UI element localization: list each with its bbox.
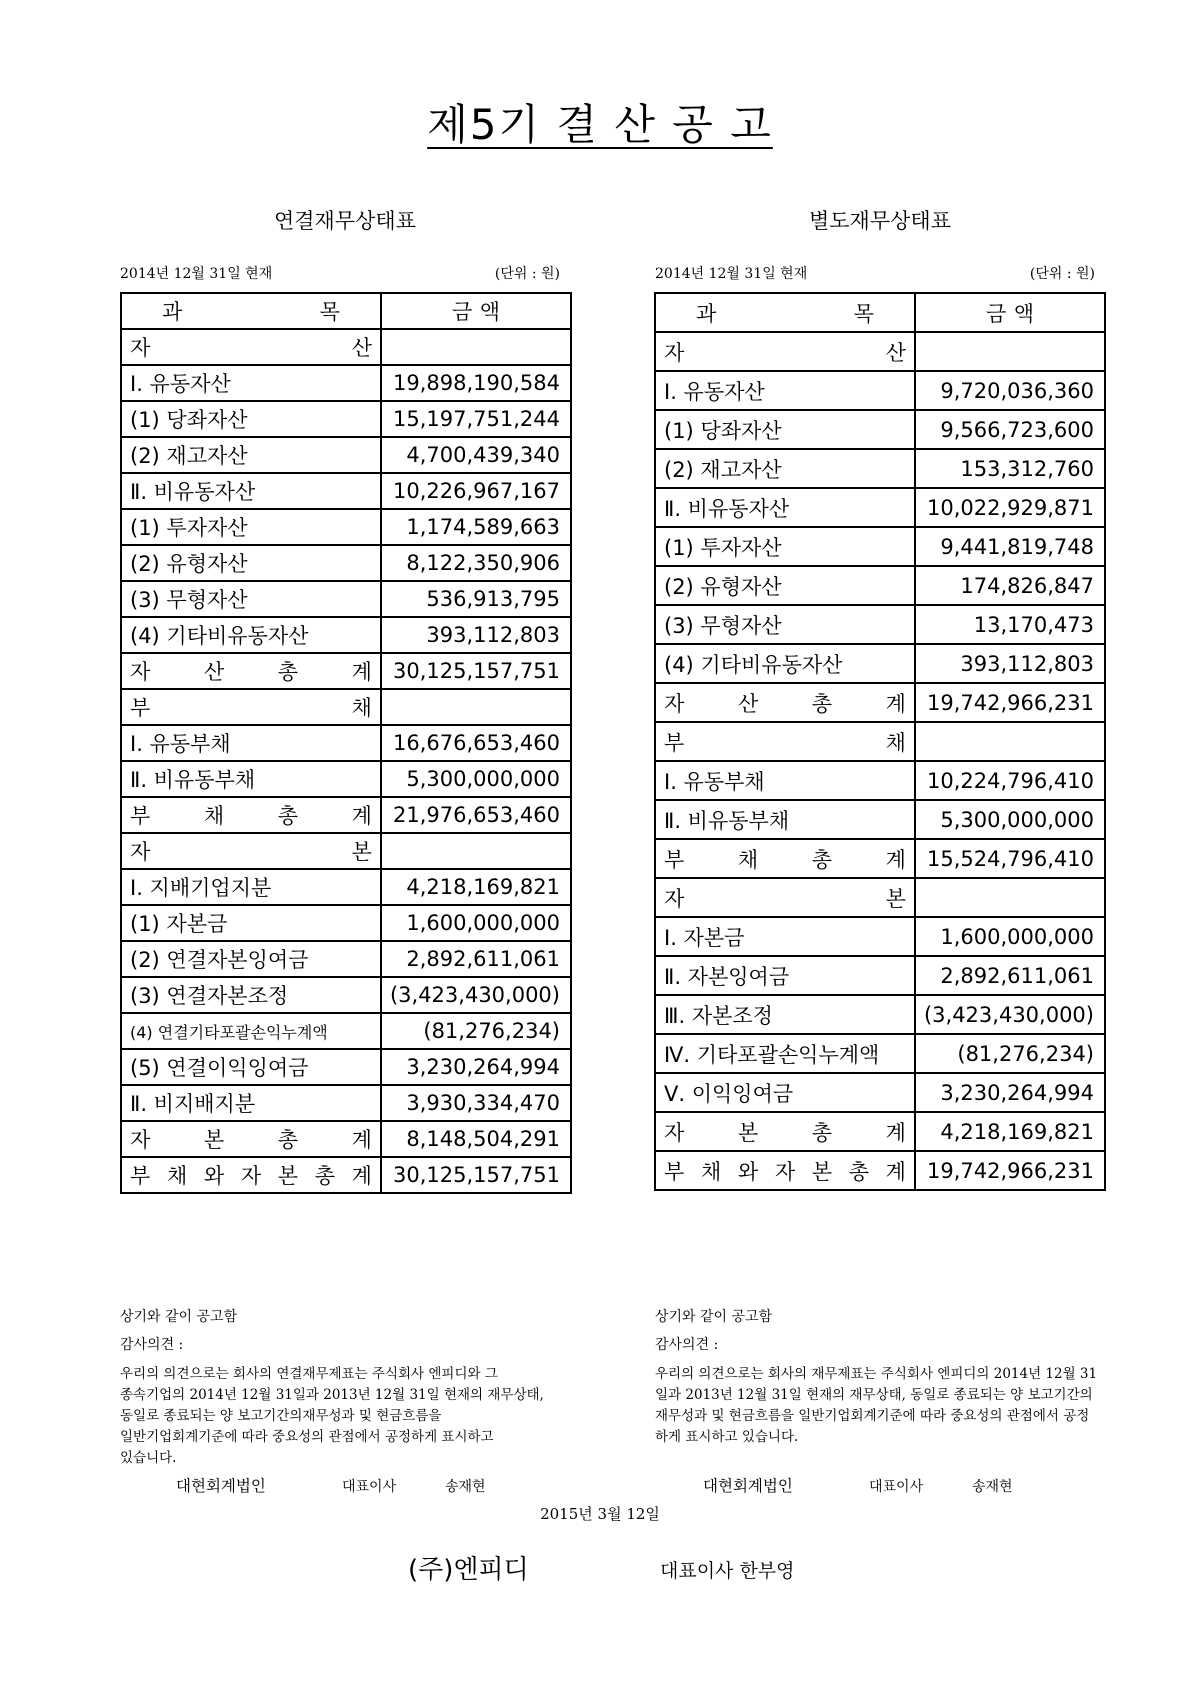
row-label: Ⅰ. 유동부채 [655, 761, 915, 800]
row-amount: (81,276,234) [915, 1034, 1105, 1073]
row-amount: 21,976,653,460 [381, 797, 571, 833]
row-amount [381, 689, 571, 725]
row-label: (2) 유형자산 [121, 545, 381, 581]
row-amount: 10,224,796,410 [915, 761, 1105, 800]
row-amount: 13,170,473 [915, 605, 1105, 644]
table-header [121, 293, 571, 329]
table-row [121, 437, 571, 473]
row-label: 자 본 총 계 [655, 1112, 915, 1151]
consolidated-note: 상기와 같이 공고함 [120, 1309, 238, 1325]
ceo-signature: 대표이사 한부영 [660, 1560, 795, 1582]
separate-rep-title: 대표이사 [869, 1479, 924, 1495]
table-row [655, 410, 1105, 449]
row-label: Ⅰ. 자본금 [655, 917, 915, 956]
row-amount: 153,312,760 [915, 449, 1105, 488]
table-row [121, 329, 571, 365]
table-row [121, 545, 571, 581]
row-amount: 9,441,819,748 [915, 527, 1105, 566]
row-label: (5) 연결이익잉여금 [121, 1049, 381, 1085]
company-name: (주)엔피디 [408, 1555, 529, 1585]
row-amount [915, 878, 1105, 917]
consolidated-date: 2014년 12월 31일 현재 [120, 266, 273, 282]
row-label: 부 채 총 계 [121, 797, 381, 833]
table-row [655, 1112, 1105, 1151]
row-amount: 4,700,439,340 [381, 437, 571, 473]
row-label: 부 채 와 자 본 총 계 [121, 1157, 381, 1193]
row-label: 부 채 [655, 722, 915, 761]
row-label: Ⅱ. 비유동부채 [655, 800, 915, 839]
separate-date: 2014년 12월 31일 현재 [655, 266, 808, 282]
item-header: 과 목 [121, 293, 381, 329]
table-row [121, 941, 571, 977]
table-row [655, 488, 1105, 527]
table-row [121, 653, 571, 689]
table-row [121, 473, 571, 509]
opinion-line: 동일로 종료되는 양 보고기간의재무성과 및 현금흐름을 [120, 1408, 442, 1424]
opinion-line: 우리의 의견으로는 회사의 연결재무제표는 주식회사 엔피디와 그 [120, 1366, 498, 1382]
table-row [121, 401, 571, 437]
table-row [655, 1151, 1105, 1190]
row-amount: 174,826,847 [915, 566, 1105, 605]
consolidated-balance-sheet [120, 292, 572, 1194]
opinion-line: 있습니다. [120, 1450, 177, 1466]
row-amount: 393,112,803 [381, 617, 571, 653]
amount-header: 금 액 [915, 293, 1105, 332]
row-label: Ⅱ. 비유동자산 [121, 473, 381, 509]
table-row [655, 566, 1105, 605]
table-row [121, 581, 571, 617]
row-label: Ⅱ. 비유동부채 [121, 761, 381, 797]
row-label: (4) 기타비유동자산 [121, 617, 381, 653]
table-row [655, 800, 1105, 839]
consolidated-audit-label: 감사의견 : [120, 1337, 184, 1353]
table-row [121, 1013, 571, 1049]
row-amount: 4,218,169,821 [381, 869, 571, 905]
table-row [655, 683, 1105, 722]
opinion-line: 종속기업의 2014년 12월 31일과 2013년 12월 31일 현재의 재무상태, [120, 1387, 544, 1403]
row-amount: (3,423,430,000) [915, 995, 1105, 1034]
separate-unit: (단위 : 원) [1029, 266, 1095, 282]
row-amount: 1,174,589,663 [381, 509, 571, 545]
table-row [655, 1073, 1105, 1112]
row-amount: 19,898,190,584 [381, 365, 571, 401]
row-label: (3) 연결자본조정 [121, 977, 381, 1013]
row-amount: 5,300,000,000 [381, 761, 571, 797]
amount-header: 금 액 [381, 293, 571, 329]
row-label: Ⅱ. 비지배지분 [121, 1085, 381, 1121]
row-label: Ⅰ. 유동자산 [121, 365, 381, 401]
separate-rep-name: 송재현 [972, 1479, 1013, 1495]
row-label: Ⅰ. 유동부채 [121, 725, 381, 761]
consolidated-rep-title: 대표이사 [342, 1479, 397, 1495]
row-label: (4) 연결기타포괄손익누계액 [121, 1013, 381, 1049]
separate-auditor: 대현회계법인 [703, 1477, 793, 1495]
row-label: (3) 무형자산 [655, 605, 915, 644]
consolidated-rep-name: 송재현 [445, 1479, 486, 1495]
table-row [121, 1157, 571, 1193]
row-amount: 10,226,967,167 [381, 473, 571, 509]
table-row [655, 956, 1105, 995]
opinion-line: 일과 2013년 12월 31일 현재의 재무상태, 동일로 종료되는 양 보고기간의 [655, 1387, 1093, 1403]
row-amount: 3,230,264,994 [915, 1073, 1105, 1112]
table-row [121, 761, 571, 797]
page-title: 제5기 결 산 공 고 [427, 100, 773, 149]
row-amount: 536,913,795 [381, 581, 571, 617]
separate-title: 별도재무상태표 [808, 209, 951, 233]
row-amount: 10,022,929,871 [915, 488, 1105, 527]
row-amount: 30,125,157,751 [381, 653, 571, 689]
table-row [121, 725, 571, 761]
table-row [655, 644, 1105, 683]
row-label: Ⅰ. 유동자산 [655, 371, 915, 410]
row-amount [915, 332, 1105, 371]
row-amount: 1,600,000,000 [381, 905, 571, 941]
separate-audit-label: 감사의견 : [655, 1337, 719, 1353]
row-amount: 30,125,157,751 [381, 1157, 571, 1193]
row-amount: 1,600,000,000 [915, 917, 1105, 956]
table-row [121, 617, 571, 653]
table-row [121, 1085, 571, 1121]
row-amount: 15,197,751,244 [381, 401, 571, 437]
row-amount: 19,742,966,231 [915, 683, 1105, 722]
table-row [121, 689, 571, 725]
row-label: (1) 투자자산 [655, 527, 915, 566]
row-label: 자 산 [655, 332, 915, 371]
row-label: (1) 투자자산 [121, 509, 381, 545]
row-label: Ⅱ. 자본잉여금 [655, 956, 915, 995]
opinion-line: 재무성과 및 현금흐름을 일반기업회계기준에 따라 중요성의 관점에서 공정 [655, 1408, 1090, 1424]
row-label: Ⅱ. 비유동자산 [655, 488, 915, 527]
row-label: (2) 연결자본잉여금 [121, 941, 381, 977]
row-label: 부 채 [121, 689, 381, 725]
table-row [655, 995, 1105, 1034]
table-row [121, 905, 571, 941]
opinion-line: 우리의 의견으로는 회사의 재무제표는 주식회사 엔피디의 2014년 12월 31 [655, 1366, 1098, 1382]
table-row [121, 509, 571, 545]
row-label: Ⅳ. 기타포괄손익누계액 [655, 1034, 915, 1073]
row-label: Ⅰ. 지배기업지분 [121, 869, 381, 905]
table-row [655, 839, 1105, 878]
table-row [121, 977, 571, 1013]
table-row [655, 449, 1105, 488]
row-amount: 9,566,723,600 [915, 410, 1105, 449]
row-amount: 3,930,334,470 [381, 1085, 571, 1121]
row-amount: 16,676,653,460 [381, 725, 571, 761]
table-row [655, 761, 1105, 800]
row-label: (1) 당좌자산 [655, 410, 915, 449]
table-header [655, 293, 1105, 332]
row-amount: 3,230,264,994 [381, 1049, 571, 1085]
row-label: 부 채 총 계 [655, 839, 915, 878]
opinion-line: 일반기업회계기준에 따라 중요성의 관점에서 공정하게 표시하고 [120, 1429, 494, 1445]
row-amount: 4,218,169,821 [915, 1112, 1105, 1151]
row-label: Ⅴ. 이익잉여금 [655, 1073, 915, 1112]
row-label: Ⅲ. 자본조정 [655, 995, 915, 1034]
table-row [121, 833, 571, 869]
row-label: 부 채 와 자 본 총 계 [655, 1151, 915, 1190]
row-amount: 19,742,966,231 [915, 1151, 1105, 1190]
row-amount: 2,892,611,061 [381, 941, 571, 977]
consolidated-title: 연결재무상태표 [273, 209, 416, 233]
row-amount: (3,423,430,000) [381, 977, 571, 1013]
row-amount [381, 833, 571, 869]
table-row [655, 605, 1105, 644]
consolidated-auditor: 대현회계법인 [176, 1477, 266, 1495]
item-header: 과 목 [655, 293, 915, 332]
row-label: (2) 유형자산 [655, 566, 915, 605]
opinion-line: 하게 표시하고 있습니다. [655, 1429, 799, 1445]
row-label: (4) 기타비유동자산 [655, 644, 915, 683]
separate-note: 상기와 같이 공고함 [655, 1309, 773, 1325]
table-row [655, 371, 1105, 410]
table-row [121, 1121, 571, 1157]
row-label: 자 산 [121, 329, 381, 365]
table-row [655, 332, 1105, 371]
row-label: 자 산 총 계 [655, 683, 915, 722]
row-amount [915, 722, 1105, 761]
row-label: (3) 무형자산 [121, 581, 381, 617]
row-amount: 5,300,000,000 [915, 800, 1105, 839]
row-label: (1) 당좌자산 [121, 401, 381, 437]
row-label: (1) 자본금 [121, 905, 381, 941]
consolidated-unit: (단위 : 원) [494, 266, 560, 282]
row-amount [381, 329, 571, 365]
row-amount: (81,276,234) [381, 1013, 571, 1049]
row-label: (2) 재고자산 [655, 449, 915, 488]
consolidated-opinion [120, 1364, 580, 1469]
separate-opinion [655, 1364, 1115, 1448]
row-amount: 2,892,611,061 [915, 956, 1105, 995]
table-row [121, 1049, 571, 1085]
row-label: 자 본 총 계 [121, 1121, 381, 1157]
row-amount: 9,720,036,360 [915, 371, 1105, 410]
row-amount: 393,112,803 [915, 644, 1105, 683]
row-label: 자 본 [655, 878, 915, 917]
table-row [121, 365, 571, 401]
separate-balance-sheet [654, 292, 1106, 1191]
table-row [655, 1034, 1105, 1073]
row-amount: 8,148,504,291 [381, 1121, 571, 1157]
row-label: 자 산 총 계 [121, 653, 381, 689]
table-row [121, 797, 571, 833]
row-amount: 15,524,796,410 [915, 839, 1105, 878]
table-row [655, 917, 1105, 956]
row-label: 자 본 [121, 833, 381, 869]
announcement-date: 2015년 3월 12일 [540, 1505, 660, 1523]
row-label: (2) 재고자산 [121, 437, 381, 473]
table-row [655, 722, 1105, 761]
table-row [655, 878, 1105, 917]
table-row [121, 869, 571, 905]
table-row [655, 527, 1105, 566]
row-amount: 8,122,350,906 [381, 545, 571, 581]
